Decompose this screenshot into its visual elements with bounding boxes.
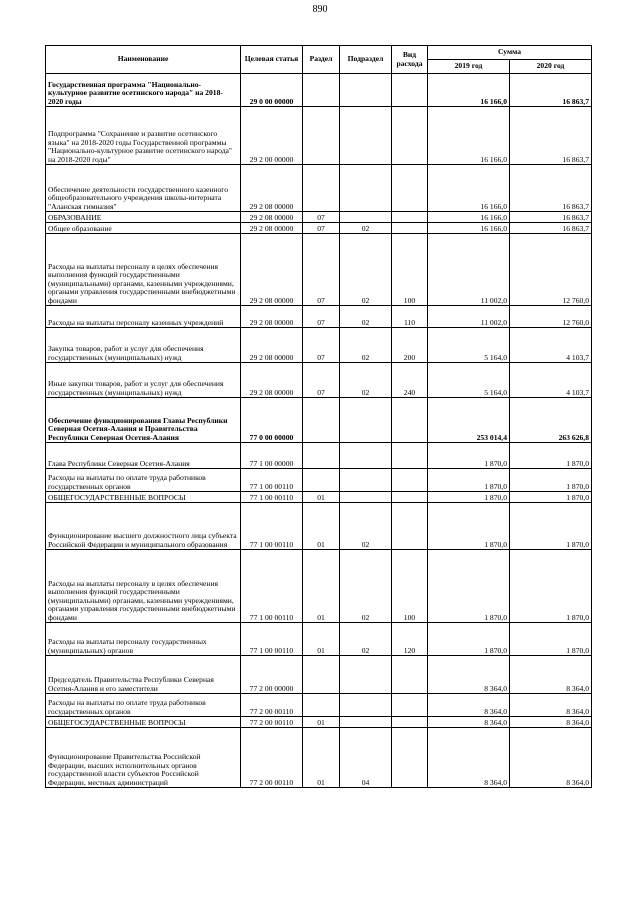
cell-target-article: 77 2 00 00110 [241,717,303,728]
cell-expense-type [392,469,428,492]
cell-name: Функционирование Правительства Российской Федерации, высших исполнительных органов государственной власти субъектов Российской Федерации, местных администраций [46,728,241,788]
cell-name: ОБЩЕГОСУДАРСТВЕННЫЕ ВОПРОСЫ [46,492,241,503]
cell-name: Государственная программа "Национально-культурное развитие осетинского народа" на 2018-2020 годы [46,74,241,107]
cell-sum-2020: 16 863,7 [510,212,592,223]
cell-sum-2020: 1 870,0 [510,469,592,492]
table-row [46,550,592,623]
cell-subsection [340,492,392,503]
cell-sum-2020: 8 364,0 [510,717,592,728]
cell-expense-type [392,728,428,788]
cell-name: Обеспечение деятельности государственного казенного общеобразовательного учреждения школы-интерната "Аланская гимназия" [46,165,241,212]
cell-name: Обеспечение функционирования Главы Республики Северная Осетия-Алания и Правительства Республики Северная Осетия-Алания [46,398,241,443]
cell-sum-2020: 8 364,0 [510,656,592,694]
cell-sum-2019: 16 166,0 [428,165,510,212]
header-year-2019: 2019 год [428,60,510,74]
cell-sum-2020: 8 364,0 [510,728,592,788]
cell-subsection: 02 [340,328,392,363]
table-row [46,223,592,234]
cell-section [303,165,340,212]
cell-target-article: 77 1 00 00000 [241,443,303,469]
cell-subsection: 02 [340,234,392,306]
cell-subsection [340,398,392,443]
cell-target-article: 77 1 00 00110 [241,469,303,492]
cell-name: Общее образование [46,223,241,234]
cell-target-article: 29 2 08 00000 [241,363,303,398]
cell-name: Председатель Правительства Республики Северная Осетия-Алания и его заместители [46,656,241,694]
cell-sum-2019: 1 870,0 [428,503,510,550]
cell-section: 01 [303,728,340,788]
cell-sum-2020: 263 626,8 [510,398,592,443]
table-row [46,398,592,443]
cell-target-article: 77 1 00 00110 [241,623,303,656]
cell-subsection [340,694,392,717]
cell-section [303,469,340,492]
cell-section [303,74,340,107]
cell-section: 07 [303,234,340,306]
cell-sum-2020: 4 103,7 [510,328,592,363]
cell-sum-2019: 16 166,0 [428,74,510,107]
cell-sum-2020: 16 863,7 [510,223,592,234]
cell-sum-2019: 8 364,0 [428,728,510,788]
cell-name: ОБЩЕГОСУДАРСТВЕННЫЕ ВОПРОСЫ [46,717,241,728]
table-row [46,74,592,107]
cell-sum-2020: 12 760,0 [510,234,592,306]
cell-sum-2019: 8 364,0 [428,694,510,717]
cell-expense-type: 120 [392,623,428,656]
table-row [46,623,592,656]
cell-sum-2020: 1 870,0 [510,443,592,469]
cell-target-article: 77 2 00 00110 [241,728,303,788]
cell-sum-2020: 1 870,0 [510,623,592,656]
cell-subsection [340,212,392,223]
cell-section: 07 [303,212,340,223]
cell-sum-2019: 16 166,0 [428,107,510,165]
cell-name: Расходы на выплаты персоналу в целях обеспечения выполнения функций государственными (муниципальными) органами, казенными учреждениями, органами управления государственными внебюджетными фондами [46,234,241,306]
cell-sum-2020: 16 863,7 [510,165,592,212]
cell-subsection: 02 [340,503,392,550]
cell-sum-2020: 12 760,0 [510,306,592,328]
cell-subsection [340,469,392,492]
cell-name: Расходы на выплаты персоналу казенных учреждений [46,306,241,328]
cell-name: Иные закупки товаров, работ и услуг для обеспечения государственных (муниципальных) нужд [46,363,241,398]
cell-expense-type [392,503,428,550]
cell-target-article: 29 2 08 00000 [241,223,303,234]
table-row [46,656,592,694]
cell-sum-2019: 5 164,0 [428,328,510,363]
table-row [46,469,592,492]
table-row [46,492,592,503]
cell-sum-2020: 16 863,7 [510,107,592,165]
cell-sum-2019: 8 364,0 [428,656,510,694]
cell-sum-2019: 1 870,0 [428,492,510,503]
cell-section: 07 [303,328,340,363]
header-name: Наименование [46,46,241,74]
table-row [46,443,592,469]
cell-sum-2019: 11 002,0 [428,234,510,306]
cell-expense-type [392,443,428,469]
cell-target-article: 29 2 08 00000 [241,165,303,212]
cell-section: 01 [303,503,340,550]
cell-name: Расходы на выплаты персоналу в целях обеспечения выполнения функций государственными (муниципальными) органами, казенными учреждениями, органами управления государственными внебюджетными фондами [46,550,241,623]
table-row [46,306,592,328]
cell-subsection: 02 [340,623,392,656]
table-row [46,363,592,398]
table-row [46,165,592,212]
cell-subsection: 02 [340,223,392,234]
header-section: Раздел [303,46,340,74]
cell-subsection [340,443,392,469]
cell-sum-2020: 1 870,0 [510,492,592,503]
cell-sum-2020: 1 870,0 [510,503,592,550]
table-row [46,694,592,717]
cell-sum-2019: 5 164,0 [428,363,510,398]
cell-expense-type: 200 [392,328,428,363]
cell-subsection [340,74,392,107]
cell-target-article: 77 1 00 00110 [241,550,303,623]
cell-section: 07 [303,363,340,398]
cell-section: 01 [303,623,340,656]
cell-sum-2019: 11 002,0 [428,306,510,328]
cell-sum-2019: 16 166,0 [428,223,510,234]
cell-sum-2019: 8 364,0 [428,717,510,728]
cell-name: Расходы на выплаты по оплате труда работников государственных органов [46,694,241,717]
cell-expense-type [392,212,428,223]
cell-section [303,694,340,717]
cell-subsection: 02 [340,550,392,623]
cell-sum-2019: 1 870,0 [428,623,510,656]
cell-subsection [340,717,392,728]
cell-sum-2019: 1 870,0 [428,443,510,469]
cell-target-article: 29 2 08 00000 [241,328,303,363]
header-target-article: Целевая статья [241,46,303,74]
cell-sum-2019: 253 014,4 [428,398,510,443]
cell-section [303,656,340,694]
cell-target-article: 77 1 00 00110 [241,503,303,550]
table-row [46,717,592,728]
cell-expense-type [392,398,428,443]
cell-subsection [340,656,392,694]
cell-expense-type: 100 [392,550,428,623]
cell-target-article: 77 1 00 00110 [241,492,303,503]
cell-subsection [340,107,392,165]
table-row [46,234,592,306]
cell-target-article: 29 2 08 00000 [241,212,303,223]
header-sum: Сумма [428,46,592,60]
cell-section: 01 [303,550,340,623]
cell-sum-2019: 1 870,0 [428,469,510,492]
cell-expense-type: 110 [392,306,428,328]
cell-expense-type [392,492,428,503]
cell-expense-type [392,223,428,234]
cell-name: Глава Республики Северная Осетия-Алания [46,443,241,469]
cell-sum-2020: 1 870,0 [510,550,592,623]
cell-section: 07 [303,223,340,234]
cell-target-article: 77 2 00 00110 [241,694,303,717]
cell-sum-2019: 16 166,0 [428,212,510,223]
cell-sum-2020: 4 103,7 [510,363,592,398]
table-body [46,74,592,788]
cell-section: 01 [303,717,340,728]
table-row [46,728,592,788]
header-expense-type: Вид расхода [392,46,428,74]
cell-name: ОБРАЗОВАНИЕ [46,212,241,223]
header-year-2020: 2020 год [510,60,592,74]
cell-sum-2019: 1 870,0 [428,550,510,623]
cell-expense-type [392,165,428,212]
cell-expense-type [392,656,428,694]
header-subsection: Подраздел [340,46,392,74]
cell-name: Подпрограмма "Сохранение и развитие осетинского языка" на 2018-2020 годы Государственной программы "Национально-культурное развитие осетинского народа" на 2018-2020 годы" [46,107,241,165]
cell-name: Расходы на выплаты по оплате труда работников государственных органов [46,469,241,492]
cell-subsection: 02 [340,306,392,328]
cell-target-article: 77 2 00 00000 [241,656,303,694]
cell-section: 01 [303,492,340,503]
cell-target-article: 29 0 00 00000 [241,74,303,107]
cell-section: 07 [303,306,340,328]
cell-subsection: 02 [340,363,392,398]
cell-target-article: 29 2 08 00000 [241,234,303,306]
cell-subsection: 04 [340,728,392,788]
cell-subsection [340,165,392,212]
cell-sum-2020: 8 364,0 [510,694,592,717]
page-number: 890 [312,4,328,15]
cell-expense-type [392,107,428,165]
cell-section [303,398,340,443]
cell-name: Функционирование высшего должностного лица субъекта Российской Федерации и муниципального образования [46,503,241,550]
cell-target-article: 29 2 08 00000 [241,306,303,328]
table-row [46,328,592,363]
cell-name: Расходы на выплаты персоналу государственных (муниципальных) органов [46,623,241,656]
table-row [46,107,592,165]
cell-section [303,107,340,165]
cell-expense-type [392,694,428,717]
cell-name: Закупка товаров, работ и услуг для обеспечения государственных (муниципальных) нужд [46,328,241,363]
cell-expense-type: 240 [392,363,428,398]
cell-target-article: 77 0 00 00000 [241,398,303,443]
cell-target-article: 29 2 00 00000 [241,107,303,165]
cell-section [303,443,340,469]
budget-table [45,45,592,788]
table-row [46,503,592,550]
cell-expense-type [392,74,428,107]
table-row [46,212,592,223]
cell-expense-type: 100 [392,234,428,306]
cell-sum-2020: 16 863,7 [510,74,592,107]
cell-expense-type [392,717,428,728]
